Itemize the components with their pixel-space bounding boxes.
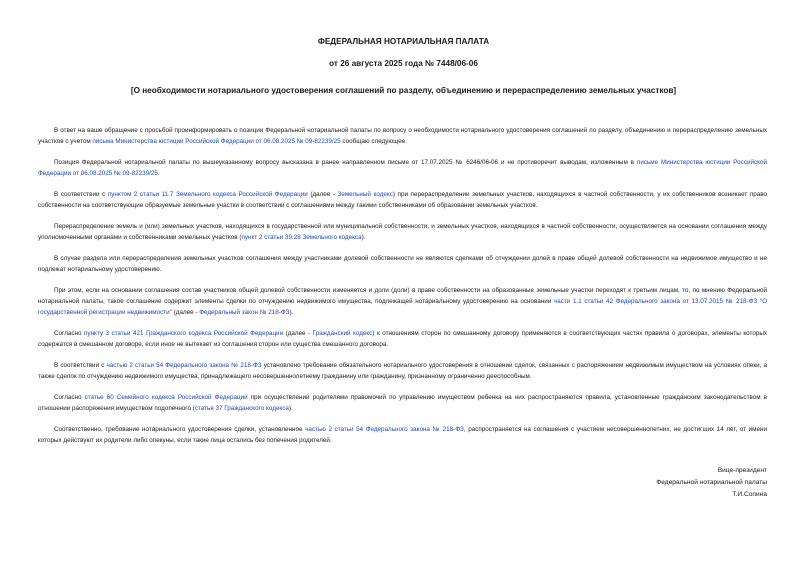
body-paragraph — [38, 125, 767, 147]
legal-reference-link[interactable]: Земельный кодекс — [337, 191, 393, 198]
paragraph-text: В ответ на ваше обращение с просьбой проинформировать о позиции Федеральной нотариальной палаты по вопросу о необходимости нотариального удостоверения соглашений по разделу, объединению и перераспределению земельных участков с учетом — [38, 127, 767, 145]
letter-body — [38, 125, 767, 456]
body-paragraph — [38, 221, 767, 243]
paragraph-text: Согласно — [54, 394, 85, 401]
body-paragraph — [38, 328, 767, 350]
legal-reference-link[interactable]: письма Министерства юстиции Российской Федерации от 06.08.2025 № 09-82239/25 — [92, 138, 341, 145]
signatory-organization: Федеральной нотариальной палаты — [656, 479, 767, 486]
legal-reference-link[interactable]: частью 2 статьи 54 Федерального закона № 218-ФЗ — [305, 426, 464, 433]
signatory-position: Вице-президент — [717, 467, 767, 474]
paragraph-text: , распространяется на соглашения с участием несовершеннолетних, не достигших 14 лет, от имени которых действуют их родители либо опекуны, если такие лица остались без попечения родителей. — [38, 426, 767, 444]
legal-reference-link[interactable]: Гражданский кодекс — [312, 330, 373, 337]
paragraph-text: установлено требование обязательного нотариального удостоверения в отношении сделок, связанных с распоряжением недвижимым имуществом на условиях опеки, а также сделок по отчуждению недвижимого имущества, принадлежащего несовершеннолетнему гражданину или гражданину, признанному ограниченно дееспособным. — [38, 362, 768, 380]
paragraph-text: . — [157, 170, 160, 177]
paragraph-text: ). — [288, 405, 293, 412]
legal-reference-link[interactable]: пунктом 2 статьи 11.7 Земельного кодекса Российской Федерации — [107, 191, 308, 198]
body-paragraph — [38, 392, 767, 414]
body-paragraph — [38, 157, 767, 179]
body-paragraph — [38, 285, 767, 318]
paragraph-text: ). — [289, 309, 294, 316]
paragraph-text: В соответствии с — [54, 191, 108, 198]
letter-date-number: от 26 августа 2025 года № 7448/06-06 — [329, 59, 478, 68]
body-paragraph — [38, 253, 767, 275]
paragraph-text: Позиция Федеральной нотариальной палаты по вышеуказанному вопросу высказана в ранее направленном письме от 17.07.2025 № 6246/06-06 и не противоречит выводам, изложенным в — [54, 159, 637, 166]
legal-reference-link[interactable]: Федеральный закон № 218-ФЗ — [199, 309, 290, 316]
paragraph-text: Перераспределение земель и (или) земельных участков, находящихся в государственной или муниципальной собственности, и земельных участков, находящихся в частной собственности, осуществляется на основании соглашения между уполномоченными органами и собственниками земельных участков ( — [38, 223, 767, 241]
signatory-name: Т.И.Сопина — [732, 491, 767, 498]
signature-block — [656, 465, 767, 501]
paragraph-text: При этом, если на основании соглашения состав участников общей долевой собственности изменяется и доли (доли) в праве собственности на образованные земельные участки переходят к третьим лицам, то, по мнению Федеральной нотариальной палаты, такое соглашение содержит элементы сделки по отчуждению недвижимого имущества, подлежащей нотариальному удостоверению на основании — [38, 287, 767, 305]
organization-title: ФЕДЕРАЛЬНАЯ НОТАРИАЛЬНАЯ ПАЛАТА — [317, 37, 490, 46]
body-paragraph — [38, 424, 767, 446]
paragraph-text: В случае раздела или перераспределения земельных участков соглашения между участниками долевой собственности не являются сделками об отчуждении долей в праве общей долевой собственности на недвижимое имущество и не подлежат нотариальному удостоверению. — [38, 255, 767, 273]
paragraph-text: Соответственно, требование нотариального удостоверения сделки, установленное — [54, 426, 306, 433]
paragraph-text: В соответствии с — [54, 362, 107, 369]
legal-reference-link[interactable]: письме Министерства юстиции Российской Федерации от 06.08.2025 № 09-82239/25 — [38, 159, 767, 177]
paragraph-text: ). — [361, 234, 366, 241]
paragraph-text: при осуществлении родителями правомочий по управлению имуществом ребенка на них распространяются правила, установленные гражданским законодательством в отношении распоряжения имуществом подопечного ( — [38, 394, 767, 412]
body-paragraph — [38, 360, 767, 382]
paragraph-text: Согласно — [54, 330, 85, 337]
legal-reference-link[interactable]: статье 60 Семейного кодекса Российской Федерации — [84, 394, 248, 401]
legal-reference-link[interactable]: части 1.1 статьи 42 Федерального закона от 13.07.2015 № 218-ФЗ "О государственной регистрации недвижимости" — [38, 298, 767, 316]
paragraph-text: (далее - — [307, 191, 338, 198]
body-paragraph — [38, 189, 767, 211]
paragraph-text: ) к отношениям сторон по смешанному договору применяются в соответствующих частях правила о договорах, элементы которых содержатся в смешанном договоре, если иное не вытекает из соглашения сторон или существа смешанного договора. — [38, 330, 768, 348]
paragraph-text: (далее - — [283, 330, 313, 337]
legal-reference-link[interactable]: статья 37 Гражданского кодекса — [194, 405, 289, 412]
legal-reference-link[interactable]: частью 2 статьи 54 Федерального закона № 218-ФЗ — [106, 362, 262, 369]
paragraph-text: сообщаю следующее. — [340, 138, 407, 145]
legal-reference-link[interactable]: пункту 3 статьи 421 Гражданского кодекса Российской Федерации — [84, 330, 284, 337]
legal-reference-link[interactable]: пункт 2 статьи 39.28 Земельного кодекса — [241, 234, 362, 241]
paragraph-text: ) при перераспределении земельных участков, находящихся в частной собственности, у их собственников возникает право собственности на соответствующие образуемые земельные участки в соответствии с соглашениями между такими собственниками об образовании земельных участков. — [38, 191, 768, 209]
paragraph-text: (далее - — [171, 309, 200, 316]
letter-subject: [О необходимости нотариального удостоверения соглашений по разделу, объединению и перераспределению земельных участков] — [130, 86, 677, 95]
